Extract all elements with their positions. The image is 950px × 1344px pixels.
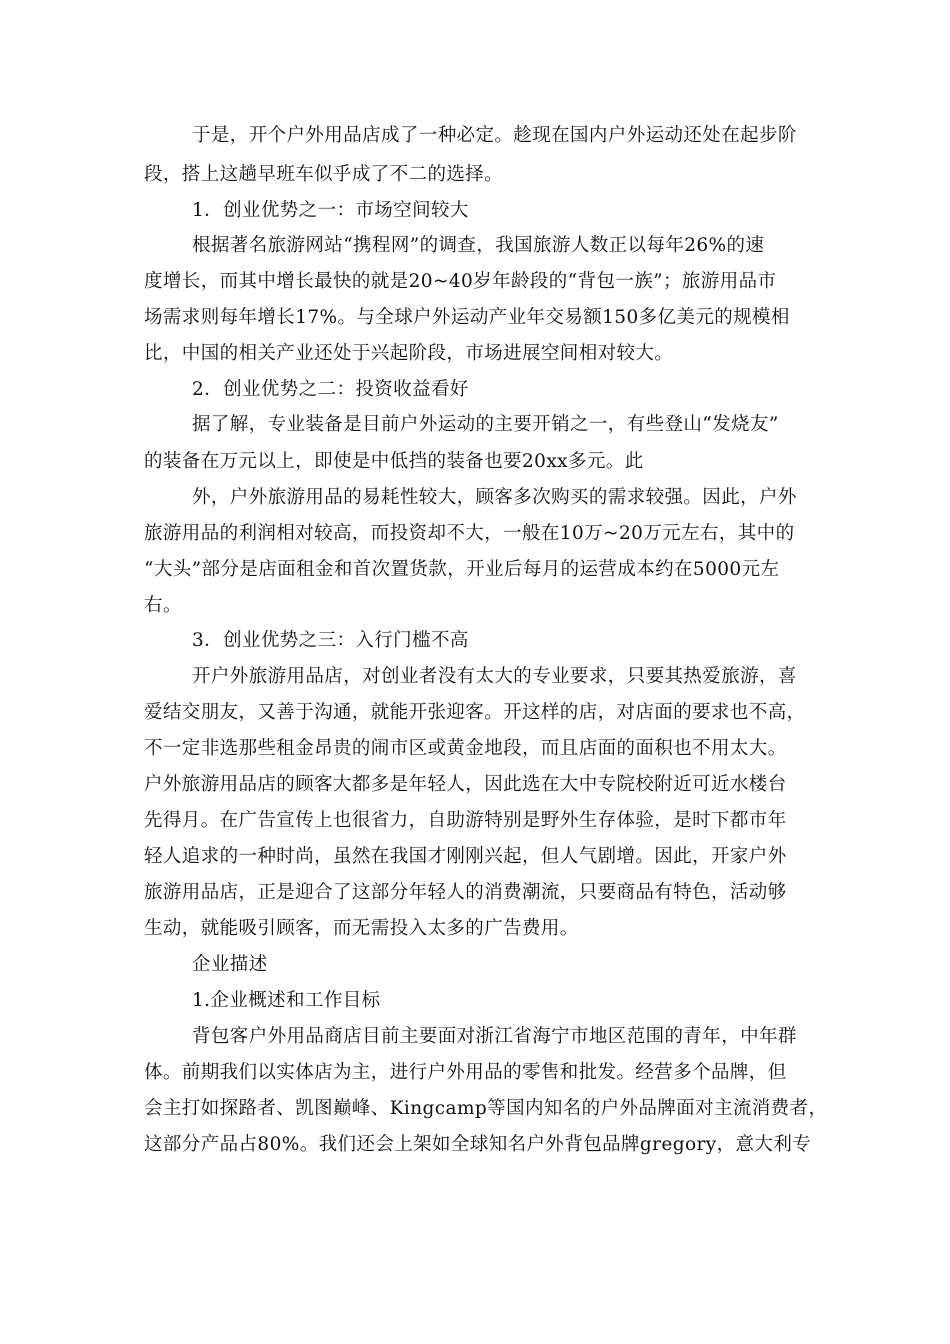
text-line: “大头”部分是店面租金和首次置货款，开业后每月的运营成本约在5000元左: [144, 559, 780, 580]
text-line: 开户外旅游用品店，对创业者没有太大的专业要求，只要其热爱旅游，喜: [192, 666, 797, 687]
text-line: 据了解，专业装备是目前户外运动的主要开销之一，有些登山“发烧友”: [192, 414, 779, 435]
text-line: 户外旅游用品店的顾客大都多是年轻人，因此选在大中专院校附近可近水楼台: [144, 774, 787, 795]
section-heading: 1．创业优势之一：市场空间较大: [192, 200, 469, 221]
section-heading: 3．创业优势之三：入行门槛不高: [192, 630, 469, 651]
text-line: 轻人追求的一种时尚，虽然在我国才刚刚兴起，但人气剧增。因此，开家户外: [144, 846, 787, 867]
text-line: 于是，开个户外用品店成了一种必定。趁现在国内户外运动还处在起步阶: [192, 125, 797, 146]
text-line: 旅游用品的利润相对较高，而投资却不大，一般在10万~20万元左右，其中的: [144, 523, 795, 544]
text-line: 段，搭上这趟早班车似乎成了不二的选择。: [144, 164, 504, 185]
text-line: 右。: [144, 595, 182, 616]
section-heading: 1.企业概述和工作目标: [192, 990, 381, 1011]
text-line: 会主打如探路者、凯图巅峰、Kingcamp等国内知名的户外品牌面对主流消费者，: [144, 1098, 828, 1119]
text-line: 这部分产品占80%。我们还会上架如全球知名户外背包品牌gregory，意大利专: [144, 1134, 812, 1155]
section-heading: 2．创业优势之二：投资收益看好: [192, 379, 469, 400]
text-line: 生动，就能吸引顾客，而无需投入太多的广告费用。: [144, 918, 579, 939]
section-heading: 企业描述: [192, 954, 268, 975]
text-line: 先得月。在广告宣传上也很省力，自助游特别是野外生存体验，是时下都市年: [144, 810, 787, 831]
text-line: 场需求则每年增长17%。与全球户外运动产业年交易额150多亿美元的规模相: [144, 307, 790, 328]
text-line: 旅游用品店，正是迎合了这部分年轻人的消费潮流，只要商品有特色，活动够: [144, 882, 787, 903]
text-line: 爱结交朋友，又善于沟通，就能开张迎客。开这样的店，对店面的要求也不高，: [144, 702, 806, 723]
text-line: 体。前期我们以实体店为主，进行户外用品的零售和批发。经营多个品牌，但: [144, 1062, 787, 1083]
text-line: 度增长，而其中增长最快的就是20~40岁年龄段的“背包一族”；旅游用品市: [144, 271, 777, 292]
text-line: 比，中国的相关产业还处于兴起阶段，市场进展空间相对较大。: [144, 343, 674, 364]
text-line: 不一定非选那些租金昂贵的闹市区或黄金地段，而且店面的面积也不用太大。: [144, 738, 787, 759]
text-line: 根据著名旅游网站“携程网”的调查，我国旅游人数正以每年26%的速: [192, 235, 765, 256]
text-line: 背包客户外用品商店目前主要面对浙江省海宁市地区范围的青年，中年群: [192, 1026, 797, 1047]
text-line: 的装备在万元以上，即使是中低挡的装备也要20xx多元。此: [144, 451, 644, 472]
text-line: 外，户外旅游用品的易耗性较大，顾客多次购买的需求较强。因此，户外: [192, 487, 797, 508]
